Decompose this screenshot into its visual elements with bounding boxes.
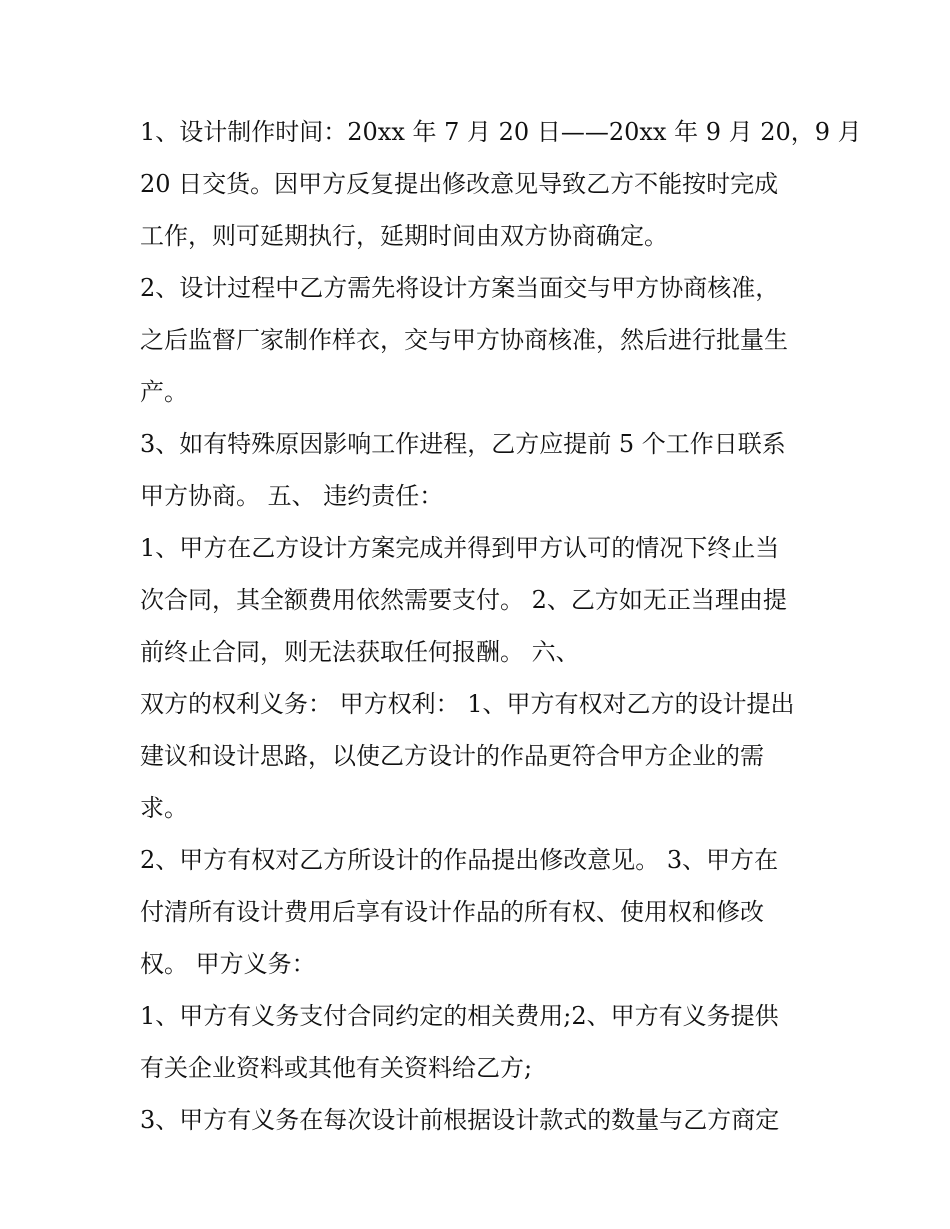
text-line: 权。 甲方义务： (140, 950, 316, 978)
text-line: 次合同，其全额费用依然需要支付。 2、乙方如无正当理由提 (140, 586, 787, 614)
text-line: 20 日交货。因甲方反复提出修改意见导致乙方不能按时完成 (140, 170, 779, 198)
text-line: 产。 (140, 378, 188, 406)
text-line: 双方的权利义务： 甲方权利： 1、甲方有权对乙方的设计提出 (140, 690, 795, 718)
text-line: 3、如有特殊原因影响工作进程，乙方应提前 5 个工作日联系 (140, 430, 786, 458)
text-line: 建议和设计思路，以使乙方设计的作品更符合甲方企业的需 (140, 742, 764, 770)
text-line: 之后监督厂家制作样衣，交与甲方协商核准，然后进行批量生 (140, 326, 788, 354)
text-line: 1、甲方有义务支付合同约定的相关费用;2、甲方有义务提供 (140, 1002, 779, 1030)
text-line: 前终止合同，则无法获取任何报酬。 六、 (140, 638, 580, 666)
text-line: 工作，则可延期执行，延期时间由双方协商确定。 (140, 222, 668, 250)
text-line: 甲方协商。 五、 违约责任： (140, 482, 444, 510)
document-body (140, 106, 862, 1146)
text-line: 3、甲方有义务在每次设计前根据设计款式的数量与乙方商定 (140, 1106, 780, 1134)
text-line: 付清所有设计费用后享有设计作品的所有权、使用权和修改 (140, 898, 764, 926)
text-line: 有关企业资料或其他有关资料给乙方; (140, 1054, 533, 1082)
text-line: 1、甲方在乙方设计方案完成并得到甲方认可的情况下终止当 (140, 534, 780, 562)
text-line: 1、设计制作时间：20xx 年 7 月 20 日——20xx 年 9 月 20，9 月 (140, 118, 862, 146)
text-line: 2、设计过程中乙方需先将设计方案当面交与甲方协商核准， (140, 274, 780, 302)
text-line: 求。 (140, 794, 188, 822)
text-line: 2、甲方有权对乙方所设计的作品提出修改意见。 3、甲方在 (140, 846, 779, 874)
